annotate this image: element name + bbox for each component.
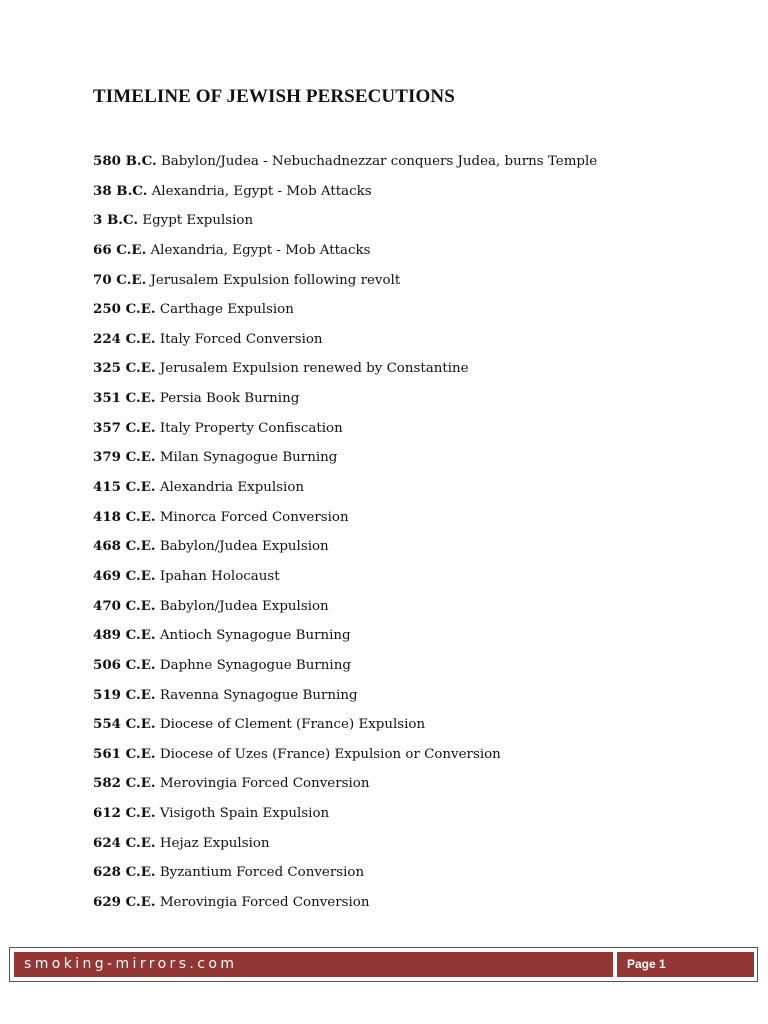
entry-date: 70 C.E. [93, 271, 147, 288]
entry-description: Egypt Expulsion [142, 213, 254, 229]
entry-date: 624 C.E. [93, 834, 156, 851]
entry-description: Hejaz Expulsion [159, 835, 270, 851]
timeline-entry [93, 773, 597, 803]
entry-date: 628 C.E. [93, 864, 156, 881]
timeline-list [93, 151, 597, 922]
entry-description: Alexandria Expulsion [159, 480, 305, 496]
entry-description: Byzantium Forced Conversion [159, 865, 365, 881]
entry-date: 580 B.C. [93, 153, 157, 169]
entry-description: Ravenna Synagogue Burning [159, 687, 358, 703]
timeline-entry [93, 655, 597, 685]
entry-description: Minorca Forced Conversion [159, 509, 349, 525]
timeline-entry [93, 744, 597, 774]
entry-description: Alexandria, Egypt - Mob Attacks [150, 242, 371, 258]
timeline-entry [93, 685, 597, 715]
entry-description: Babylon/Judea - Nebuchadnezzar conquers Judea, burns Temple [160, 154, 598, 169]
timeline-entry [93, 447, 597, 477]
timeline-entry [93, 862, 597, 892]
timeline-entry [93, 358, 597, 388]
entry-date: 418 C.E. [93, 508, 156, 525]
entry-date: 554 C.E. [93, 716, 156, 733]
page-footer [9, 947, 758, 982]
timeline-entry [93, 833, 597, 863]
footer-page-number: Page 1 [617, 952, 754, 977]
timeline-entry [93, 892, 597, 922]
entry-description: Milan Synagogue Burning [159, 450, 338, 466]
entry-date: 224 C.E. [93, 330, 156, 347]
entry-date: 519 C.E. [93, 686, 156, 703]
entry-date: 561 C.E. [93, 745, 156, 762]
entry-description: Babylon/Judea Expulsion [159, 598, 329, 614]
entry-description: Merovingia Forced Conversion [159, 776, 370, 792]
timeline-entry [93, 329, 597, 359]
entry-description: Jerusalem Expulsion renewed by Constantine [159, 361, 469, 377]
entry-date: 351 C.E. [93, 390, 156, 407]
entry-description: Persia Book Burning [159, 391, 300, 407]
entry-description: Visigoth Spain Expulsion [159, 806, 330, 822]
timeline-entry [93, 596, 597, 626]
entry-description: Babylon/Judea Expulsion [159, 539, 329, 555]
entry-description: Antioch Synagogue Burning [159, 628, 351, 644]
timeline-entry [93, 181, 597, 211]
entry-date: 3 B.C. [93, 212, 139, 229]
timeline-entry [93, 625, 597, 655]
timeline-entry [93, 388, 597, 418]
entry-date: 468 C.E. [93, 538, 156, 555]
document-title: TIMELINE OF JEWISH PERSECUTIONS [93, 86, 455, 107]
timeline-entry [93, 270, 597, 300]
entry-description: Ipahan Holocaust [159, 568, 280, 584]
entry-date: 357 C.E. [93, 419, 156, 436]
timeline-entry [93, 477, 597, 507]
entry-date: 38 B.C. [93, 182, 148, 199]
entry-date: 250 C.E. [93, 301, 156, 318]
entry-date: 629 C.E. [93, 894, 156, 911]
entry-date: 66 C.E. [93, 241, 147, 258]
entry-date: 379 C.E. [93, 449, 156, 466]
entry-description: Alexandria, Egypt - Mob Attacks [151, 183, 372, 199]
entry-description: Diocese of Uzes (France) Expulsion or Conversion [159, 746, 501, 762]
timeline-entry [93, 536, 597, 566]
entry-description: Daphne Synagogue Burning [159, 657, 351, 673]
timeline-entry [93, 299, 597, 329]
entry-description: Jerusalem Expulsion following revolt [150, 272, 401, 288]
entry-date: 489 C.E. [93, 627, 156, 644]
timeline-entry [93, 240, 597, 270]
entry-date: 469 C.E. [93, 567, 156, 584]
entry-date: 506 C.E. [93, 656, 156, 673]
entry-description: Carthage Expulsion [159, 302, 294, 318]
entry-description: Merovingia Forced Conversion [159, 895, 370, 911]
entry-description: Italy Property Confiscation [159, 420, 343, 436]
timeline-entry [93, 210, 597, 240]
entry-description: Italy Forced Conversion [159, 331, 323, 347]
timeline-entry [93, 151, 597, 181]
entry-date: 470 C.E. [93, 597, 156, 614]
entry-date: 415 C.E. [93, 479, 156, 496]
timeline-entry [93, 418, 597, 448]
timeline-entry [93, 566, 597, 596]
timeline-entry [93, 507, 597, 537]
entry-description: Diocese of Clement (France) Expulsion [159, 717, 426, 733]
entry-date: 325 C.E. [93, 360, 156, 377]
footer-site-name: smoking-mirrors.com [14, 952, 613, 977]
entry-date: 582 C.E. [93, 775, 156, 792]
timeline-entry [93, 714, 597, 744]
timeline-entry [93, 803, 597, 833]
entry-date: 612 C.E. [93, 805, 156, 822]
